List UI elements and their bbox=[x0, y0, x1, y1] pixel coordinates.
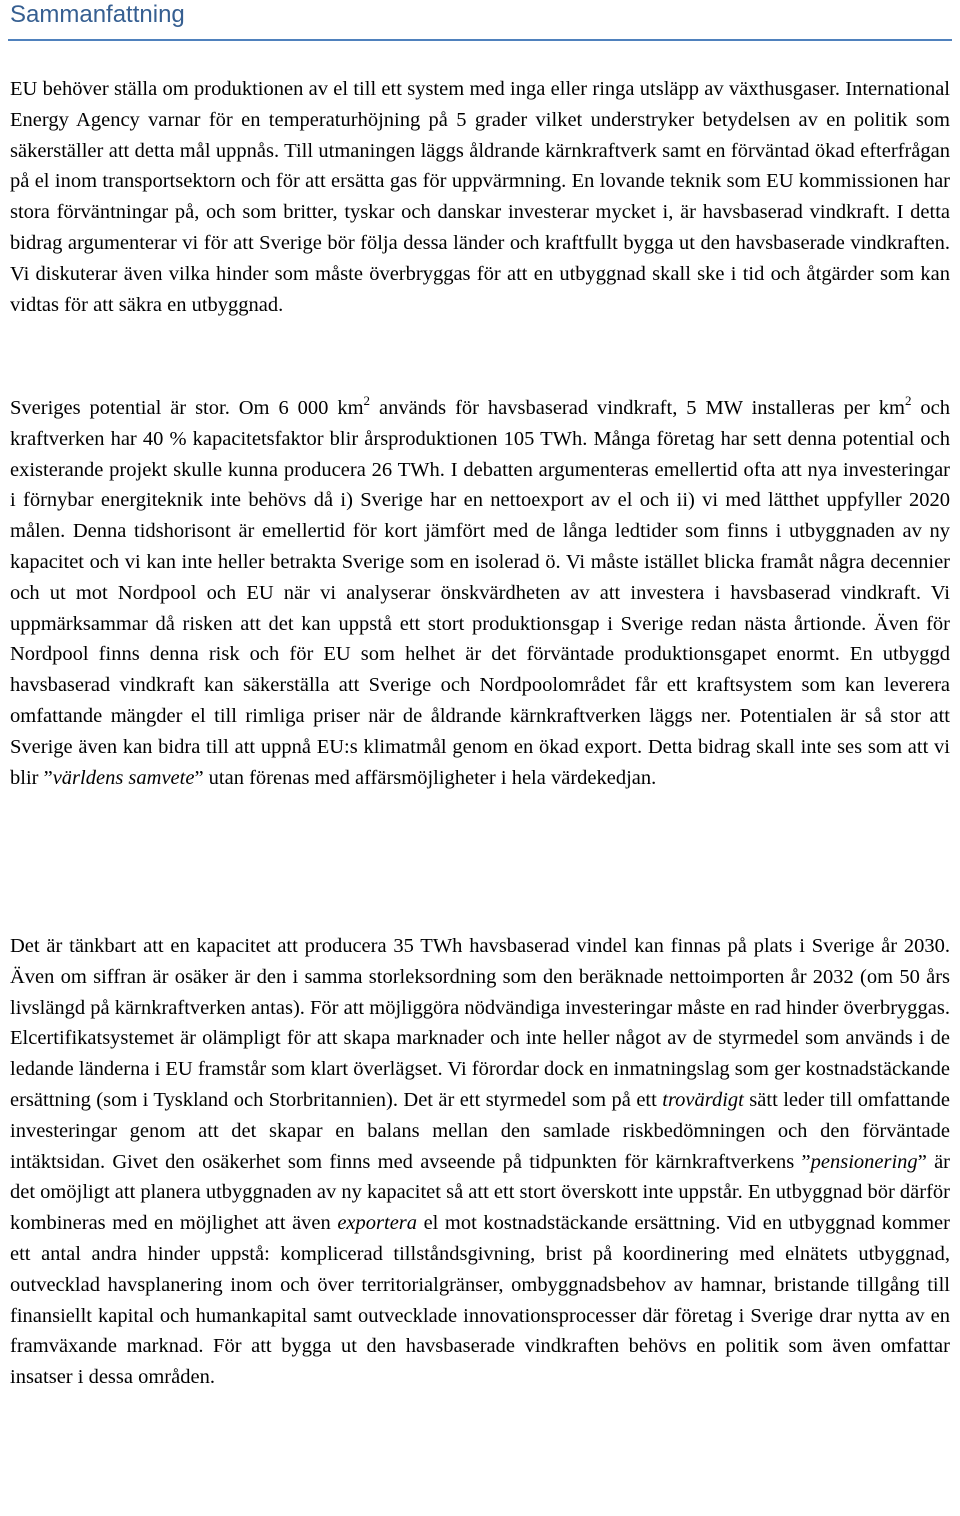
text-span: och kraftverken har 40 % kapacitetsfaktor blir årsproduktionen 105 TWh. Många företag har sett denna potential och existerande projekt skulle kunna producera 26 TWh. I debatten argumenteras emellertid ofta att nya investeringar i förnybar energiteknik inte behövs då i) Sverige har en nettoexport av el och ii) vi med lätthet uppfyller 2020 målen. Denna tidshorisont är emellertid för kort jämfört med de långa ledtider som finns i utbyggnaden av ny kapacitet och vi kan inte heller betrakta Sverige som en isolerad ö. Vi måste istället blicka framåt några decennier och ut mot Nordpool och EU när vi analyserar önskvärdheten av att investera i havsbaserad vindkraft. Vi uppmärksammar då risken att det kan uppstå ett stort produktionsgap i Sverige redan nästa årtionde. Även för Nordpool finns denna risk och för EU som helhet är det förväntade produktionsgapet enormt. En utbyggd havsbaserad vindkraft kan säkerställa att Sverige och Nordpoolområdet får ett kraftsystem som kan leverera omfattande mängder el till rimliga priser när de åldrande kärnkraftverken läggs ner. Potentialen är så stor att Sverige även kan bidra till att uppnå EU:s klimatmål genom en ökad export. Detta bidrag skall inte ses som att vi blir ” bbox=[10, 397, 950, 789]
text-span: används för havsbaserad vindkraft, 5 MW installeras per km bbox=[370, 397, 905, 419]
text-span: Det är tänkbart att en kapacitet att producera 35 TWh havsbaserad vindel kan finnas på plats i Sverige år 2030. Även om siffran är osäker är den i samma storleksordning som den beräknade nettoimporten år 2032 (om 50 års livslängd på kärnkraftverken antas). För att möjliggöra nödvändiga investeringar måste en rad hinder överbryggas. Elcertifikatsystemet är olämpligt för att skapa marknader och inte heller något av de styrmedel som används i de ledande länderna i EU framstår som klart överlägset. Vi förordar dock en inmatningslag som ger kostnadstäckande ersättning (som i Tyskland och Storbritannien). Det är ett styrmedel som på ett bbox=[10, 935, 950, 1111]
italic-phrase: pensionering bbox=[810, 1150, 918, 1173]
italic-phrase: trovärdigt bbox=[662, 1088, 744, 1111]
paragraph-3-text bbox=[10, 931, 950, 1393]
italic-phrase: världens samvete bbox=[52, 766, 195, 789]
superscript: 2 bbox=[904, 393, 912, 408]
paragraph-1-text: EU behöver ställa om produktionen av el till ett system med inga eller ringa utsläpp av växthusgaser. International Energy Agency varnar för en temperaturhöjning på 5 grader vilket understryker betydelsen av en politik som säkerställer att detta mål uppnås. Till utmaningen läggs åldrande kärnkraftverk samt en förväntad ökad efterfrågan på el inom transportsektorn och för att ersätta gas för uppvärmning. En lovande teknik som EU kommissionen har stora förväntningar på, och som britter, tyskar och danskar investerar mycket i, är havsbaserad vindkraft. I detta bidrag argumenterar vi för att Sverige bör följa dessa länder och kraftfullt bygga ut den havsbaserade vindkraften. Vi diskuterar även vilka hinder som måste överbryggas för att en utbyggnad skall ske i tid och åtgärder som kan vidtas för att säkra en utbyggnad. bbox=[10, 78, 950, 316]
paragraph-1 bbox=[10, 74, 950, 320]
italic-phrase: exportera bbox=[337, 1212, 418, 1235]
heading-block bbox=[8, 0, 952, 41]
text-span: ” är det omöjligt att planera utbyggnaden av ny kapacitet så att ett stort överskott inte uppstår. En utbyggnad bör därför kombineras med en möjlighet att även bbox=[10, 1150, 950, 1235]
text-span: el mot kostnadstäckande ersättning. Vid en utbyggnad kommer ett antal andra hinder uppstå: komplicerad tillståndsgivning, brist på koordinering med elnätets utbyggnad, outvecklad havsplanering inom och över territorialgränser, ombyggnadsbehov av hamnar, bristande tillgång till finansiellt kapital och humankapital samt outvecklade innovationsprocesser där företag i Sverige drar nytta av en framväxande marknad. För att bygga ut den havsbaserade vindkraften behövs en politik som även omfattar insatser i dessa områden. bbox=[10, 1212, 950, 1389]
section-heading: Sammanfattning bbox=[10, 1, 185, 28]
text-span: Sveriges potential är stor. Om 6 000 km bbox=[10, 397, 364, 419]
paragraph-2-text bbox=[10, 393, 950, 793]
paragraph-2 bbox=[10, 393, 950, 793]
text-span: sätt leder till omfattande investeringar genom att det skapar en balans mellan den samlade riskbedömningen och den förväntade intäktsidan. Givet den osäkerhet som finns med avseende på tidpunkten för kärnkraftverkens ” bbox=[10, 1088, 950, 1173]
text-span: ” utan förenas med affärsmöjligheter i hela värdekedjan. bbox=[194, 766, 657, 789]
paragraph-3 bbox=[10, 931, 950, 1393]
superscript: 2 bbox=[363, 393, 371, 408]
